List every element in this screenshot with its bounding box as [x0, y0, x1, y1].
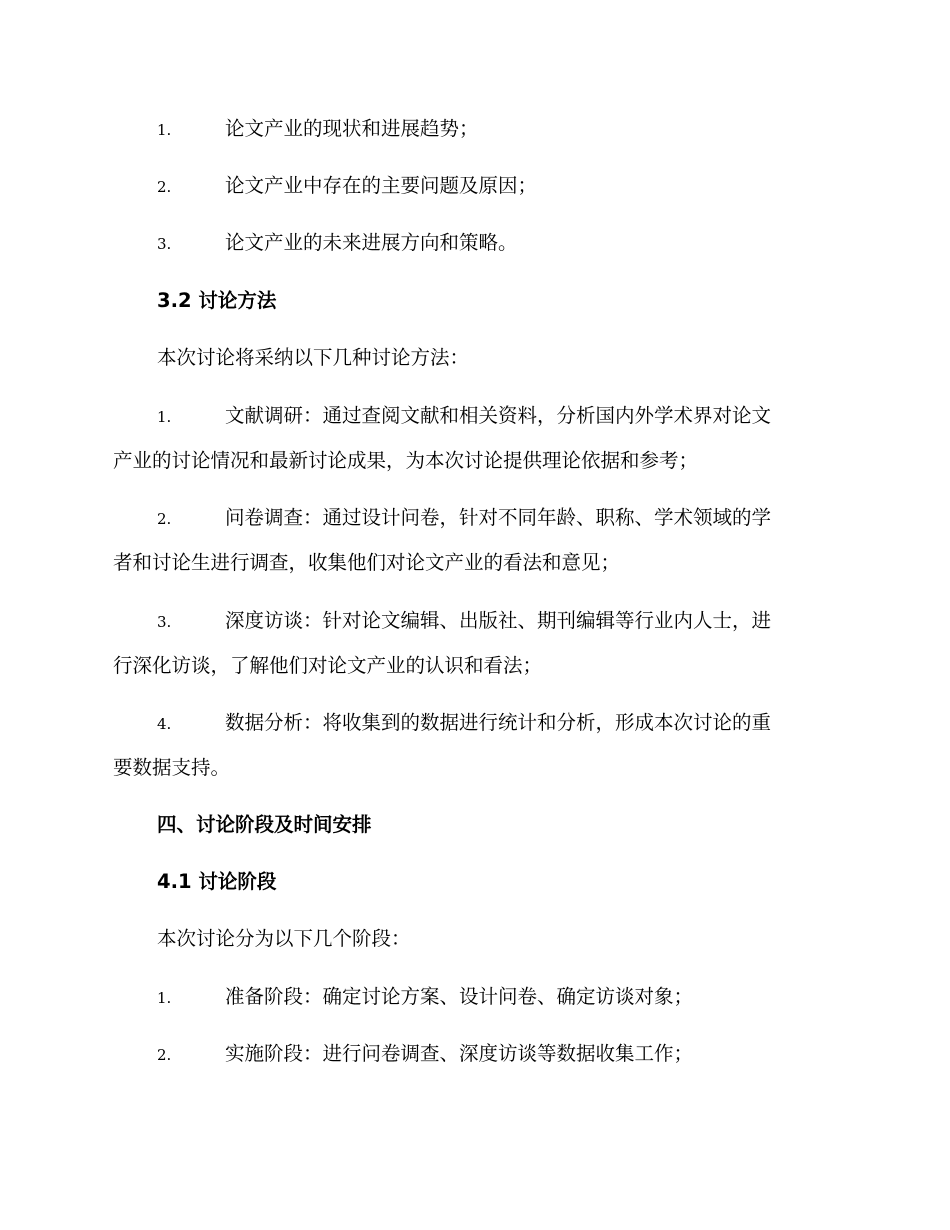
list-number: 4. [157, 715, 172, 733]
list-item-line: 问卷调查：通过设计问卷，针对不同年龄、职称、学术领域的学 [225, 506, 772, 529]
section-heading-3-2: 3.2 讨论方法 [157, 289, 277, 312]
list-number: 2. [157, 510, 172, 528]
list-item-line: 文献调研：通过查阅文献和相关资料，分析国内外学术界对论文 [225, 404, 772, 427]
list-number: 2. [157, 1046, 172, 1064]
list-number: 1. [157, 121, 172, 139]
section-heading-4: 四、讨论阶段及时间安排 [157, 813, 372, 836]
list-number: 1. [157, 408, 172, 426]
list-number: 1. [157, 989, 172, 1007]
list-number: 3. [157, 235, 172, 253]
list-item: 论文产业的现状和进展趋势； [225, 117, 479, 140]
list-item: 准备阶段：确定讨论方案、设计问卷、确定访谈对象； [225, 985, 694, 1008]
section-heading-4-1: 4.1 讨论阶段 [157, 870, 277, 893]
list-item-line: 行深化访谈，了解他们对论文产业的认识和看法； [113, 654, 543, 677]
section-intro: 本次讨论分为以下几个阶段： [157, 927, 411, 950]
list-number: 3. [157, 613, 172, 631]
list-item-line: 数据分析：将收集到的数据进行统计和分析，形成本次讨论的重 [225, 711, 772, 734]
list-item-line: 产业的讨论情况和最新讨论成果，为本次讨论提供理论依据和参考； [113, 449, 699, 472]
list-item: 实施阶段：进行问卷调查、深度访谈等数据收集工作； [225, 1042, 694, 1065]
list-item: 论文产业中存在的主要问题及原因； [225, 174, 538, 197]
list-number: 2. [157, 178, 172, 196]
list-item-line: 深度访谈：针对论文编辑、出版社、期刊编辑等行业内人士，进 [225, 609, 772, 632]
section-intro: 本次讨论将采纳以下几种讨论方法： [157, 346, 470, 369]
list-item-line: 者和讨论生进行调查，收集他们对论文产业的看法和意见； [113, 551, 621, 574]
list-item: 论文产业的未来进展方向和策略。 [225, 231, 518, 254]
list-item-line: 要数据支持。 [113, 756, 231, 779]
